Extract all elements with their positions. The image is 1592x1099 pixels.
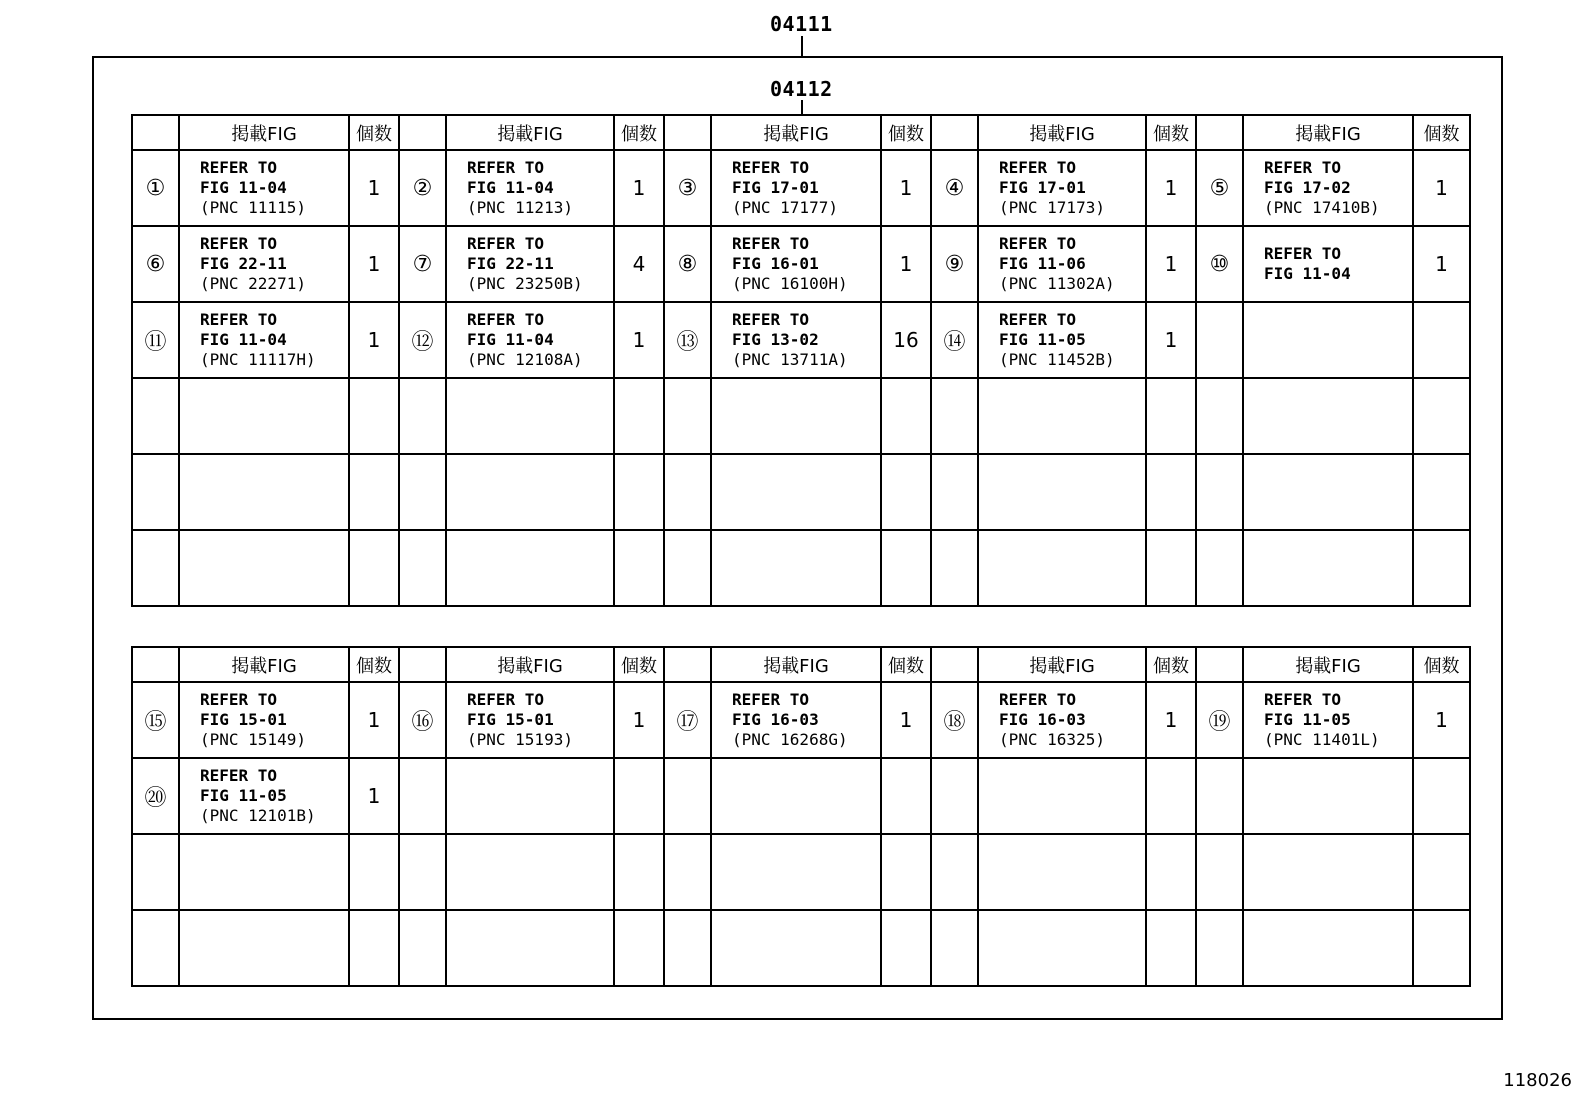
item-number bbox=[1196, 758, 1243, 834]
quantity bbox=[881, 910, 931, 986]
refer-to-text: REFER TO bbox=[200, 234, 278, 253]
fig-reference-cell bbox=[1243, 834, 1413, 910]
assembly-code-label: 04111 bbox=[770, 12, 833, 36]
fig-number: FIG 11-05 bbox=[1264, 710, 1351, 729]
fig-reference-cell bbox=[179, 378, 349, 454]
item-number: ⑱ bbox=[931, 682, 978, 758]
pnc-code: (PNC 13711A) bbox=[732, 350, 848, 369]
item-number bbox=[931, 758, 978, 834]
refer-to-text: REFER TO bbox=[467, 234, 545, 253]
fig-number: FIG 15-01 bbox=[200, 710, 287, 729]
quantity bbox=[1146, 758, 1196, 834]
quantity bbox=[349, 834, 399, 910]
fig-reference-cell bbox=[446, 834, 614, 910]
quantity bbox=[881, 454, 931, 530]
fig-reference-cell bbox=[711, 454, 881, 530]
header-fig: 掲載FIG bbox=[711, 115, 881, 150]
pnc-code: (PNC 12108A) bbox=[467, 350, 583, 369]
item-number: ① bbox=[132, 150, 179, 226]
refer-to-text: REFER TO bbox=[200, 158, 278, 177]
item-number: ⑲ bbox=[1196, 682, 1243, 758]
table-row bbox=[132, 226, 1470, 302]
quantity bbox=[1413, 834, 1470, 910]
fig-reference-cell bbox=[1243, 682, 1413, 758]
fig-number: FIG 13-02 bbox=[732, 330, 819, 349]
item-number bbox=[931, 910, 978, 986]
fig-number: FIG 11-04 bbox=[200, 178, 287, 197]
fig-number: FIG 11-04 bbox=[467, 178, 554, 197]
item-number bbox=[664, 454, 711, 530]
header-fig: 掲載FIG bbox=[446, 115, 614, 150]
item-number: ⑦ bbox=[399, 226, 446, 302]
item-number bbox=[931, 834, 978, 910]
pnc-code: (PNC 16100H) bbox=[732, 274, 848, 293]
item-number: ⑫ bbox=[399, 302, 446, 378]
fig-reference-cell bbox=[1243, 530, 1413, 606]
fig-number: FIG 15-01 bbox=[467, 710, 554, 729]
header-qty: 個数 bbox=[881, 647, 931, 682]
quantity: 1 bbox=[881, 150, 931, 226]
refer-to-text: REFER TO bbox=[467, 310, 545, 329]
item-number bbox=[931, 530, 978, 606]
fig-reference-cell bbox=[978, 910, 1146, 986]
fig-reference-cell bbox=[1243, 302, 1413, 378]
pnc-code: (PNC 17173) bbox=[999, 198, 1105, 217]
item-number bbox=[399, 758, 446, 834]
quantity: 1 bbox=[614, 682, 664, 758]
fig-reference-cell bbox=[711, 682, 881, 758]
pnc-code: (PNC 11213) bbox=[467, 198, 573, 217]
fig-number: FIG 11-04 bbox=[200, 330, 287, 349]
parts-reference-table-1 bbox=[131, 114, 1471, 607]
refer-to-text: REFER TO bbox=[467, 158, 545, 177]
fig-reference-cell bbox=[179, 454, 349, 530]
refer-to-text: REFER TO bbox=[467, 690, 545, 709]
table-row bbox=[132, 682, 1470, 758]
quantity bbox=[1413, 302, 1470, 378]
fig-number: FIG 17-01 bbox=[732, 178, 819, 197]
quantity bbox=[1413, 378, 1470, 454]
pnc-code: (PNC 11401L) bbox=[1264, 730, 1380, 749]
fig-reference-cell bbox=[446, 910, 614, 986]
pnc-code: (PNC 11302A) bbox=[999, 274, 1115, 293]
quantity: 1 bbox=[349, 150, 399, 226]
quantity: 1 bbox=[1413, 226, 1470, 302]
header-fig: 掲載FIG bbox=[1243, 115, 1413, 150]
fig-reference-cell bbox=[978, 682, 1146, 758]
item-number bbox=[664, 530, 711, 606]
header-fig: 掲載FIG bbox=[711, 647, 881, 682]
fig-reference-cell bbox=[179, 226, 349, 302]
fig-reference-cell bbox=[179, 302, 349, 378]
header-blank-cell bbox=[931, 115, 978, 150]
fig-reference-cell bbox=[179, 834, 349, 910]
item-number bbox=[1196, 834, 1243, 910]
quantity bbox=[1146, 454, 1196, 530]
item-number: ⑩ bbox=[1196, 226, 1243, 302]
pnc-code: (PNC 17177) bbox=[732, 198, 838, 217]
fig-reference-cell bbox=[711, 758, 881, 834]
table-row bbox=[132, 530, 1470, 606]
quantity: 1 bbox=[881, 226, 931, 302]
quantity: 1 bbox=[614, 302, 664, 378]
fig-reference-cell bbox=[978, 454, 1146, 530]
table-row bbox=[132, 758, 1470, 834]
quantity: 1 bbox=[881, 682, 931, 758]
fig-number: FIG 22-11 bbox=[467, 254, 554, 273]
header-qty: 個数 bbox=[1146, 115, 1196, 150]
item-number bbox=[1196, 302, 1243, 378]
quantity bbox=[614, 454, 664, 530]
item-number: ⑭ bbox=[931, 302, 978, 378]
fig-reference-cell bbox=[978, 226, 1146, 302]
quantity bbox=[881, 758, 931, 834]
quantity bbox=[1413, 910, 1470, 986]
quantity bbox=[1146, 834, 1196, 910]
item-number: ⑤ bbox=[1196, 150, 1243, 226]
pnc-code: (PNC 17410B) bbox=[1264, 198, 1380, 217]
fig-reference-cell bbox=[978, 834, 1146, 910]
quantity: 1 bbox=[1413, 150, 1470, 226]
table-row bbox=[132, 910, 1470, 986]
quantity bbox=[614, 530, 664, 606]
table-header-row bbox=[132, 647, 1470, 682]
fig-reference-cell bbox=[446, 226, 614, 302]
quantity bbox=[1146, 378, 1196, 454]
fig-reference-cell bbox=[711, 302, 881, 378]
quantity bbox=[614, 758, 664, 834]
item-number bbox=[132, 378, 179, 454]
item-number bbox=[399, 378, 446, 454]
quantity bbox=[349, 910, 399, 986]
fig-reference-cell bbox=[978, 150, 1146, 226]
fig-number: FIG 17-01 bbox=[999, 178, 1086, 197]
fig-reference-cell bbox=[711, 378, 881, 454]
item-number bbox=[132, 454, 179, 530]
header-blank-cell bbox=[132, 647, 179, 682]
fig-reference-cell bbox=[446, 454, 614, 530]
refer-to-text: REFER TO bbox=[999, 690, 1077, 709]
fig-reference-cell bbox=[711, 530, 881, 606]
document-number: 118026 bbox=[1503, 1070, 1572, 1091]
item-number bbox=[1196, 454, 1243, 530]
quantity bbox=[881, 378, 931, 454]
quantity: 1 bbox=[349, 302, 399, 378]
table-row bbox=[132, 834, 1470, 910]
header-qty: 個数 bbox=[349, 647, 399, 682]
header-fig: 掲載FIG bbox=[446, 647, 614, 682]
quantity bbox=[614, 910, 664, 986]
item-number bbox=[132, 530, 179, 606]
table-header-row bbox=[132, 115, 1470, 150]
header-qty: 個数 bbox=[881, 115, 931, 150]
table-row bbox=[132, 378, 1470, 454]
header-qty: 個数 bbox=[1413, 647, 1470, 682]
quantity bbox=[349, 378, 399, 454]
fig-reference-cell bbox=[1243, 378, 1413, 454]
item-number: ⑳ bbox=[132, 758, 179, 834]
refer-to-text: REFER TO bbox=[732, 690, 810, 709]
quantity: 1 bbox=[1146, 682, 1196, 758]
quantity: 1 bbox=[349, 226, 399, 302]
fig-reference-cell bbox=[711, 910, 881, 986]
fig-number: FIG 11-06 bbox=[999, 254, 1086, 273]
header-fig: 掲載FIG bbox=[1243, 647, 1413, 682]
header-blank-cell bbox=[132, 115, 179, 150]
refer-to-text: REFER TO bbox=[1264, 690, 1342, 709]
item-number bbox=[399, 910, 446, 986]
header-qty: 個数 bbox=[1146, 647, 1196, 682]
fig-number: FIG 16-03 bbox=[732, 710, 819, 729]
fig-reference-cell bbox=[1243, 226, 1413, 302]
item-number bbox=[1196, 910, 1243, 986]
quantity bbox=[1413, 530, 1470, 606]
quantity bbox=[1146, 530, 1196, 606]
item-number: ⑰ bbox=[664, 682, 711, 758]
refer-to-text: REFER TO bbox=[732, 234, 810, 253]
pnc-code: (PNC 15193) bbox=[467, 730, 573, 749]
fig-reference-cell bbox=[978, 378, 1146, 454]
header-blank-cell bbox=[1196, 115, 1243, 150]
fig-reference-cell bbox=[711, 226, 881, 302]
pnc-code: (PNC 11115) bbox=[200, 198, 306, 217]
fig-reference-cell bbox=[446, 378, 614, 454]
header-blank-cell bbox=[931, 647, 978, 682]
refer-to-text: REFER TO bbox=[1264, 244, 1342, 263]
item-number: ④ bbox=[931, 150, 978, 226]
fig-number: FIG 16-03 bbox=[999, 710, 1086, 729]
pnc-code: (PNC 23250B) bbox=[467, 274, 583, 293]
header-fig: 掲載FIG bbox=[179, 115, 349, 150]
quantity bbox=[349, 530, 399, 606]
item-number bbox=[664, 910, 711, 986]
fig-reference-cell bbox=[978, 302, 1146, 378]
header-blank-cell bbox=[664, 115, 711, 150]
quantity: 4 bbox=[614, 226, 664, 302]
fig-reference-cell bbox=[446, 150, 614, 226]
item-number bbox=[931, 454, 978, 530]
item-number bbox=[931, 378, 978, 454]
header-blank-cell bbox=[399, 115, 446, 150]
refer-to-text: REFER TO bbox=[732, 310, 810, 329]
quantity: 1 bbox=[1146, 226, 1196, 302]
refer-to-text: REFER TO bbox=[999, 310, 1077, 329]
item-number: ⑨ bbox=[931, 226, 978, 302]
refer-to-text: REFER TO bbox=[200, 690, 278, 709]
header-fig: 掲載FIG bbox=[978, 115, 1146, 150]
item-number bbox=[132, 834, 179, 910]
pnc-code: (PNC 22271) bbox=[200, 274, 306, 293]
table-row bbox=[132, 302, 1470, 378]
item-number: ⑬ bbox=[664, 302, 711, 378]
header-qty: 個数 bbox=[614, 647, 664, 682]
item-number bbox=[399, 454, 446, 530]
fig-reference-cell bbox=[179, 150, 349, 226]
fig-number: FIG 11-04 bbox=[1264, 264, 1351, 283]
quantity: 1 bbox=[349, 682, 399, 758]
header-fig: 掲載FIG bbox=[179, 647, 349, 682]
item-number bbox=[399, 834, 446, 910]
fig-number: FIG 11-04 bbox=[467, 330, 554, 349]
quantity: 1 bbox=[349, 758, 399, 834]
item-number bbox=[1196, 378, 1243, 454]
fig-reference-cell bbox=[1243, 758, 1413, 834]
quantity bbox=[1146, 910, 1196, 986]
quantity bbox=[349, 454, 399, 530]
pnc-code: (PNC 16325) bbox=[999, 730, 1105, 749]
item-number bbox=[132, 910, 179, 986]
quantity: 1 bbox=[1146, 150, 1196, 226]
item-number bbox=[1196, 530, 1243, 606]
fig-number: FIG 22-11 bbox=[200, 254, 287, 273]
fig-reference-cell bbox=[1243, 150, 1413, 226]
refer-to-text: REFER TO bbox=[200, 310, 278, 329]
fig-reference-cell bbox=[446, 682, 614, 758]
quantity: 1 bbox=[1146, 302, 1196, 378]
item-number: ⑯ bbox=[399, 682, 446, 758]
refer-to-text: REFER TO bbox=[732, 158, 810, 177]
fig-reference-cell bbox=[1243, 454, 1413, 530]
fig-number: FIG 11-05 bbox=[999, 330, 1086, 349]
header-blank-cell bbox=[399, 647, 446, 682]
item-number: ⑥ bbox=[132, 226, 179, 302]
quantity: 1 bbox=[1413, 682, 1470, 758]
fig-number: FIG 11-05 bbox=[200, 786, 287, 805]
item-number: ⑪ bbox=[132, 302, 179, 378]
fig-reference-cell bbox=[179, 682, 349, 758]
fig-reference-cell bbox=[978, 530, 1146, 606]
header-fig: 掲載FIG bbox=[978, 647, 1146, 682]
pnc-code: (PNC 11452B) bbox=[999, 350, 1115, 369]
fig-reference-cell bbox=[711, 150, 881, 226]
quantity bbox=[614, 378, 664, 454]
header-qty: 個数 bbox=[349, 115, 399, 150]
fig-reference-cell bbox=[446, 530, 614, 606]
quantity bbox=[614, 834, 664, 910]
table-row bbox=[132, 454, 1470, 530]
quantity: 16 bbox=[881, 302, 931, 378]
parts-reference-table-2 bbox=[131, 646, 1471, 987]
fig-reference-cell bbox=[711, 834, 881, 910]
item-number bbox=[664, 834, 711, 910]
pnc-code: (PNC 15149) bbox=[200, 730, 306, 749]
sub-assembly-code-label: 04112 bbox=[770, 77, 833, 101]
refer-to-text: REFER TO bbox=[200, 766, 278, 785]
header-qty: 個数 bbox=[614, 115, 664, 150]
item-number: ⑧ bbox=[664, 226, 711, 302]
item-number: ⑮ bbox=[132, 682, 179, 758]
fig-reference-cell bbox=[446, 758, 614, 834]
pnc-code: (PNC 12101B) bbox=[200, 806, 316, 825]
fig-number: FIG 17-02 bbox=[1264, 178, 1351, 197]
fig-reference-cell bbox=[978, 758, 1146, 834]
leader-line-inner bbox=[801, 100, 803, 115]
quantity: 1 bbox=[614, 150, 664, 226]
fig-number: FIG 16-01 bbox=[732, 254, 819, 273]
header-blank-cell bbox=[1196, 647, 1243, 682]
quantity bbox=[881, 530, 931, 606]
header-qty: 個数 bbox=[1413, 115, 1470, 150]
fig-reference-cell bbox=[446, 302, 614, 378]
item-number bbox=[399, 530, 446, 606]
item-number: ③ bbox=[664, 150, 711, 226]
fig-reference-cell bbox=[179, 910, 349, 986]
item-number: ② bbox=[399, 150, 446, 226]
fig-reference-cell bbox=[179, 758, 349, 834]
refer-to-text: REFER TO bbox=[1264, 158, 1342, 177]
item-number bbox=[664, 758, 711, 834]
quantity bbox=[1413, 758, 1470, 834]
fig-reference-cell bbox=[179, 530, 349, 606]
refer-to-text: REFER TO bbox=[999, 234, 1077, 253]
refer-to-text: REFER TO bbox=[999, 158, 1077, 177]
pnc-code: (PNC 16268G) bbox=[732, 730, 848, 749]
item-number bbox=[664, 378, 711, 454]
quantity bbox=[881, 834, 931, 910]
fig-reference-cell bbox=[1243, 910, 1413, 986]
quantity bbox=[1413, 454, 1470, 530]
leader-line-top bbox=[801, 36, 803, 56]
table-row bbox=[132, 150, 1470, 226]
pnc-code: (PNC 11117H) bbox=[200, 350, 316, 369]
header-blank-cell bbox=[664, 647, 711, 682]
